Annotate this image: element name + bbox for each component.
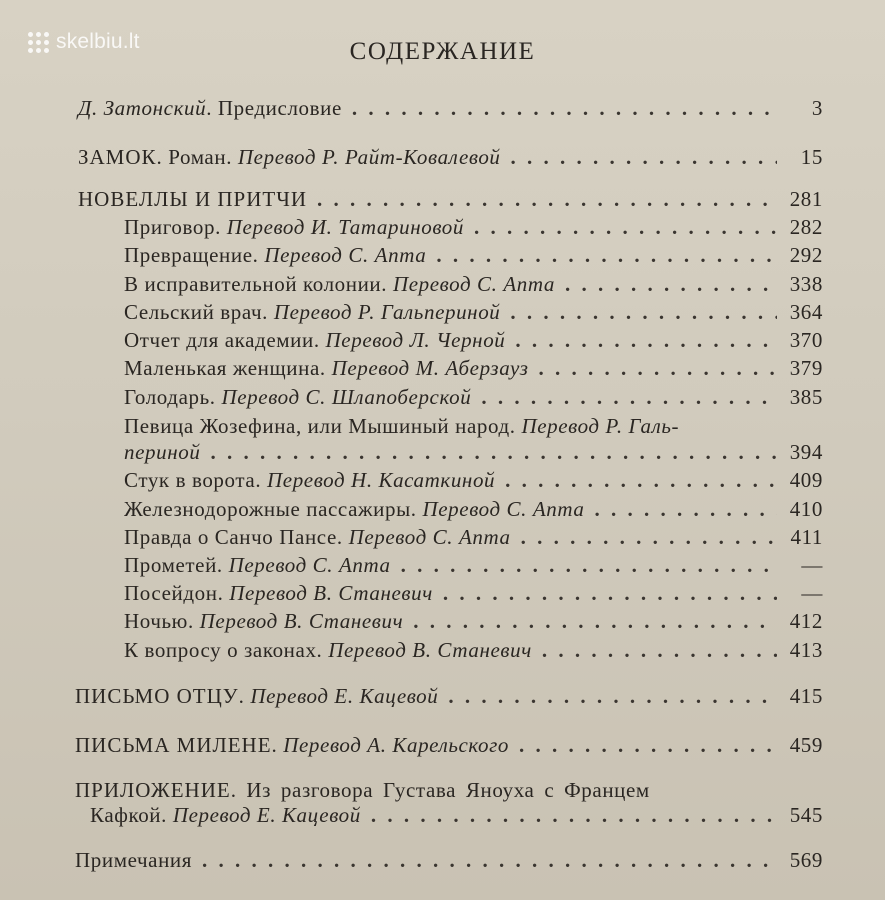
entry-translator: Перевод М. Аберзауз [331,356,529,380]
entry-page-number: 364 [789,300,823,324]
entry-translator: Перевод Р. Гальпериной [273,300,501,324]
dot-leader [352,96,777,121]
entry-title: НОВЕЛЛЫ И ПРИТЧИ [78,187,308,211]
entry-translator: Перевод Р. Райт-Ковалевой [237,145,501,169]
dot-leader [515,328,777,353]
entry-subtitle: Из разговора Густава Яноуха с Францем [246,778,650,802]
toc-entry-notes [75,848,823,873]
entry-page-number: 292 [789,243,823,267]
entry-page-number: 413 [789,638,823,662]
entry-separator: . [156,145,169,169]
entry-subtitle-cont: Кафкой [90,803,162,827]
entry-page-number: 281 [789,187,823,211]
toc-subentry: Маленькая женщина. Перевод М. Аберзауз . . . 379 [124,356,823,381]
entry-title: ЗАМОК [78,145,157,169]
entry-page-number: 410 [789,497,823,521]
entry-page-number: 394 [789,440,823,464]
toc-subentry: Прометей. Перевод С. Апта . . . — [124,553,823,578]
dot-leader [538,356,777,381]
dot-leader [511,145,777,170]
dot-leader [317,187,777,212]
entry-title: Прометей [124,553,217,577]
entry-title: Голодарь [124,385,210,409]
entry-page-number: 15 [800,145,823,169]
entry-translator: Перевод Н. Касаткиной [267,468,496,492]
toc-entry-letters-to-milena: ПИСЬМА МИЛЕНЕ. Перевод А. Карельского . . . 459 [75,733,823,758]
entry-title: Отчет для академии [124,328,314,352]
toc-subentry: Приговор. Перевод И. Татариновой . . . 282 [124,215,823,240]
entry-title: В исправительной колонии [124,272,382,296]
entry-title: Правда о Санчо Пансе [124,525,337,549]
entry-page-number: — [801,581,823,605]
toc-subentry: Голодарь. Перевод С. Шлапоберской . . . 385 [124,385,823,410]
entry-page-number: 282 [789,215,823,239]
entry-title: Железнодорожные пассажиры [124,497,411,521]
toc-subentry: Ночью. Перевод В. Станевич . . . 412 [124,609,823,634]
entry-page-number: 545 [789,803,823,827]
toc-subentry [124,440,823,465]
entry-title: Предисловие [217,96,342,120]
toc-entry-letter-to-father: ПИСЬМО ОТЦУ. Перевод Е. Кацевой . . . 415 [75,684,823,709]
entry-title: Стук в ворота [124,468,256,492]
entry-translator: Перевод Е. Кацевой [172,803,361,827]
toc-subentry: В исправительной колонии. Перевод С. Апта . . . 338 [124,272,823,297]
entry-translator: Перевод С. Апта [264,243,427,267]
entry-title: К вопросу о законах [124,638,317,662]
entry-author: Д. Затонский [78,96,207,120]
dot-leader [505,468,777,493]
entry-translator: Перевод В. Станевич [328,638,532,662]
toc-subentry: Сельский врач. Перевод Р. Гальпериной . . . 364 [124,300,823,325]
dot-leader [443,581,777,606]
entry-page-number: 411 [790,525,823,549]
entry-separator: . [206,96,218,120]
entry-page-number: 379 [789,356,823,380]
entry-translator: Перевод С. Апта [348,525,511,549]
entry-translator: Перевод Р. Галь- [521,414,680,438]
entry-title: ПРИЛОЖЕНИЕ [75,778,231,802]
dot-leader [542,638,777,663]
toc-entry-appendix: Кафкой. Перевод Е. Кацевой . . . 545 [90,803,823,828]
entry-title: ПИСЬМА МИЛЕНЕ [75,733,272,757]
entry-translator: Перевод С. Шлапоберской [221,385,472,409]
entry-translator: Перевод И. Татариновой [226,215,464,239]
entry-genre: Роман. [168,145,238,169]
dot-leader [519,733,777,758]
entry-title: Примечания [75,848,193,872]
entry-page-number: 459 [789,733,823,757]
entry-translator: Перевод Л. Черной [325,328,506,352]
entry-title: Посейдон [124,581,218,605]
entry-translator: Перевод С. Апта [422,497,585,521]
dot-leader [510,300,777,325]
dot-leader [413,609,777,634]
entry-page-number: 385 [789,385,823,409]
dot-leader [594,497,777,522]
page-title: СОДЕРЖАНИЕ [349,38,536,65]
entry-title: Ночью [124,609,188,633]
entry-page-number: 409 [789,468,823,492]
entry-title: Сельский врач [124,300,263,324]
toc-subentry: Стук в ворота. Перевод Н. Касаткиной . . . 409 [124,468,823,493]
toc-subentry: К вопросу о законах. Перевод В. Станевич . . . 413 [124,638,823,663]
toc-subentry: Посейдон. Перевод В. Станевич . . . — [124,581,823,606]
toc-subentry-line1: Певица Жозефина, или Мышиный народ. Перевод Р. Галь- [124,414,680,438]
entry-title: ПИСЬМО ОТЦУ [75,684,239,708]
dot-leader [521,525,777,550]
toc-subentry: Превращение. Перевод С. Апта . . . 292 [124,243,823,268]
dot-leader [371,803,777,828]
entry-page-number: 3 [811,96,823,120]
entry-page-number: 569 [789,848,823,872]
entry-title: Певица Жозефина, или Мышиный народ [124,414,510,438]
entry-translator: Перевод С. Апта [392,272,555,296]
entry-page-number: — [801,553,823,577]
dot-leader [436,243,777,268]
dot-leader [474,215,777,240]
entry-translator: Перевод Е. Кацевой [250,684,439,708]
toc-entry-castle [78,145,823,170]
entry-translator-cont: периной [124,440,201,464]
entry-translator: Перевод В. Станевич [229,581,433,605]
entry-translator: Перевод А. Карельского [283,733,510,757]
toc-subentry: Правда о Санчо Пансе. Перевод С. Апта . . . 411 [124,525,823,550]
toc-entry-novellas [78,187,823,212]
entry-translator: Перевод В. Станевич [199,609,404,633]
toc-subentry: Отчет для академии. Перевод Л. Черной . . . 370 [124,328,823,353]
dot-leader [202,848,777,873]
dot-leader [401,553,777,578]
entry-title: Приговор [124,215,216,239]
entry-page-number: 370 [789,328,823,352]
watermark-text: skelbiu.lt [56,30,140,53]
toc-entry-appendix-line1: ПРИЛОЖЕНИЕ. Из разговора Густава Яноуха с Францем [75,778,650,802]
entry-page-number: 338 [789,272,823,296]
dot-leader [210,440,777,465]
toc-entry-preface [78,96,823,121]
entry-page-number: 412 [789,609,823,633]
dot-leader [481,385,777,410]
entry-title: Маленькая женщина [124,356,320,380]
entry-title: Превращение [124,243,253,267]
dot-leader [448,684,777,709]
entry-page-number: 415 [789,684,823,708]
entry-translator: Перевод С. Апта [228,553,391,577]
toc-subentry: Железнодорожные пассажиры. Перевод С. Апта . . . 410 [124,497,823,522]
dot-leader [565,272,777,297]
